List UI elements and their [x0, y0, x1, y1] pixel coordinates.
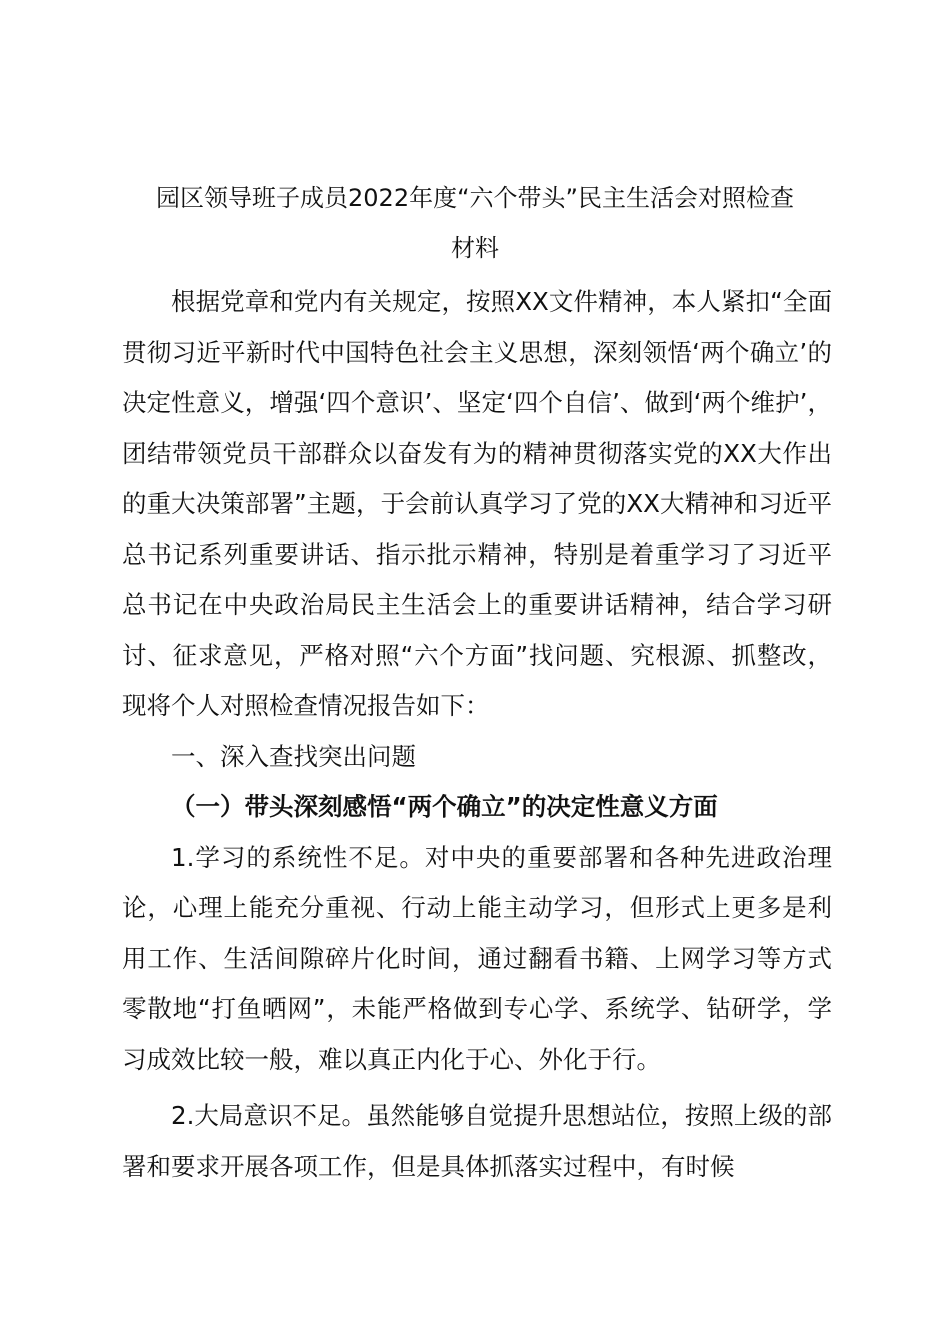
- section-heading: 一、深入查找突出问题: [171, 741, 416, 771]
- point-1-paragraph: 1.学习的系统性不足。对中央的重要部署和各种先进政治理论，心理上能充分重视、行动上能主动学习，但形式上更多是利用工作、生活间隙碎片化时间，通过翻看书籍、上网学习等方式零散地“打鱼晒网”，未能严格做到专心学、系统学、钻研学，学习成效比较一般，难以真正内化于心、外化于行。: [122, 842, 832, 1074]
- intro-paragraph: 根据党章和党内有关规定，按照XX文件精神，本人紧扣“全面贯彻习近平新时代中国特色社会主义思想，深刻领悟‘两个确立’的决定性意义，增强‘四个意识’、坚定‘四个自信’、做到‘两个维护’，团结带领党员干部群众以奋发有为的精神贯彻落实党的XX大作出的重大决策部署”主题，于会前认真学习了党的XX大精神和习近平总书记系列重要讲话、指示批示精神，特别是着重学习了习近平总书记在中央政治局民主生活会上的重要讲话精神，结合学习研讨、征求意见，严格对照“六个方面”找问题、究根源、抓整改，现将个人对照检查情况报告如下：: [122, 287, 832, 720]
- document-title: [120, 173, 830, 273]
- title-line-2: 材料: [451, 234, 499, 262]
- document-body: [122, 277, 832, 1192]
- title-line-1: 园区领导班子成员2022年度“六个带头”民主生活会对照检查: [156, 184, 794, 212]
- subsection-heading: （一）带头深刻感悟“两个确立”的决定性意义方面: [171, 792, 718, 821]
- point-2-paragraph: 2.大局意识不足。虽然能够自觉提升思想站位，按照上级的部署和要求开展各项工作，但是具体抓落实过程中，有时候: [122, 1101, 832, 1181]
